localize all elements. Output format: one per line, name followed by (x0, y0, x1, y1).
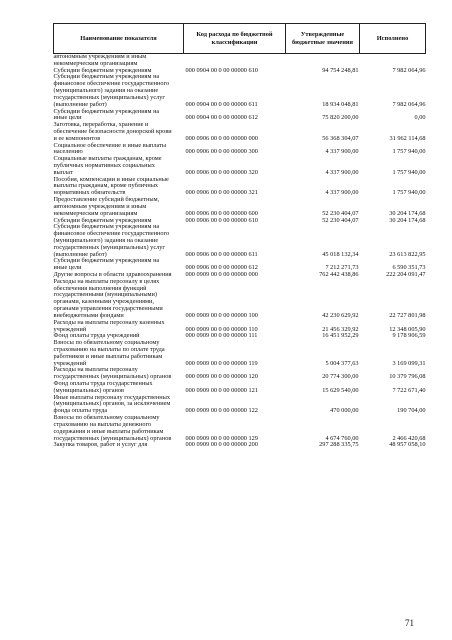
page-number: 71 (405, 618, 414, 628)
row-approved-cell: 21 456 329,92 (322, 325, 359, 333)
row-name-line: Фонд оплаты труда учреждений (53, 332, 140, 340)
header-indicator-name: Наименование показателя (54, 24, 184, 54)
table-row (54, 143, 426, 157)
row-executed-cell: 6 590 351,73 (392, 264, 426, 272)
row-code-cell: 000 0906 00 0 00 00000 000 (185, 134, 258, 142)
row-code-cell: 000 0906 00 0 00 00000 611 (185, 250, 258, 258)
row-code-cell: 000 0906 00 0 00 00000 321 (185, 189, 258, 197)
row-executed-cell: 23 613 822,95 (389, 250, 426, 258)
row-name-line: Заготовка, переработка, хранение и (53, 121, 149, 129)
header-executed: Исполнено (360, 24, 426, 54)
row-executed-cell: 1 757 940,00 (392, 189, 426, 197)
row-name-line: Субсидии бюджетным учреждениям на (53, 73, 160, 81)
row-executed-cell: 22 727 801,98 (389, 311, 426, 319)
row-executed-cell: 1 757 940,00 (392, 148, 426, 156)
row-name-line: органами, казенными учреждениями, (53, 298, 154, 306)
row-code-cell: 000 0909 00 0 00 00000 200 (185, 442, 258, 449)
row-name-line: Пособия, компенсации и иные социальные (53, 175, 169, 183)
header-classification-code: Код расхода по бюджетной классификации (184, 24, 286, 54)
table-row (54, 395, 426, 415)
row-name-cell (54, 442, 184, 449)
row-name-line: (муниципального) задания на оказание (53, 87, 159, 95)
row-name-line: Расходы на выплаты персоналу (53, 366, 138, 374)
row-name-line: Субсидии бюджетным учреждениям (53, 66, 152, 74)
row-name-line: государственных (муниципальных) органов (53, 373, 172, 381)
row-name-cell (54, 258, 184, 272)
row-approved-cell: 52 230 404,07 (322, 217, 359, 224)
row-approved-cell: 20 774 300,00 (322, 373, 359, 381)
row-name-line: страхованию на выплаты по оплате труда (53, 345, 165, 353)
table-row (54, 320, 426, 334)
row-code-cell: 000 0906 00 0 00 00000 320 (185, 168, 258, 176)
row-name-line: некоммерческим организациям (53, 59, 138, 67)
row-name-line: Предоставление субсидий бюджетным, (53, 196, 160, 204)
row-executed-cell: 190 704,00 (397, 407, 426, 415)
row-executed-cell: 7 982 064,96 (392, 67, 426, 74)
row-name-line: финансовое обеспечение государственного (53, 80, 170, 88)
row-executed-cell: 2 466 420,68 (392, 434, 426, 442)
row-name-line: и ее компонентов (53, 134, 101, 142)
row-approved-cell: 762 442 438,86 (319, 272, 359, 278)
row-name-line: выплат (53, 168, 73, 176)
row-code-cell: 000 0909 00 0 00 00000 111 (185, 333, 258, 340)
row-name-line: Взносы по обязательному социальному (53, 339, 160, 347)
row-name-line: иные цели (53, 264, 82, 272)
row-name-line: населению (53, 148, 83, 156)
row-name-cell (54, 197, 184, 217)
row-approved-cell: 470 000,00 (330, 407, 359, 415)
row-name-line: государственными (муниципальными) (53, 291, 158, 299)
row-approved-cell: 52 230 404,07 (322, 209, 359, 217)
row-executed-cell: 3 169 099,31 (392, 359, 426, 367)
row-executed-cell: 7 982 064,96 (392, 100, 426, 108)
row-executed-cell (360, 54, 426, 68)
row-name-line: органами управления государственными (53, 305, 163, 313)
row-name-line: Субсидии бюджетным учреждениям на (53, 223, 160, 231)
row-name-line: содержания и иные выплаты работникам (53, 427, 164, 435)
table-row (54, 415, 426, 442)
row-name-line: иные цели (53, 114, 82, 122)
row-executed-cell: 30 204 174,68 (389, 217, 426, 224)
row-approved-cell: 5 004 377,63 (325, 359, 359, 367)
row-approved-cell: 4 337 900,00 (325, 148, 359, 156)
row-name-cell (54, 177, 184, 197)
row-name-line: выплаты гражданам, кроме публичных (53, 182, 159, 190)
row-name-cell (54, 367, 184, 381)
row-approved-cell: 42 230 629,92 (322, 311, 359, 319)
table-row (54, 54, 426, 68)
table-row (54, 340, 426, 367)
table-row (54, 109, 426, 123)
row-code-cell: 000 0909 00 0 00 00000 120 (185, 373, 258, 381)
row-name-cell (54, 395, 184, 415)
row-executed-cell: 0,00 (414, 114, 426, 122)
row-name-line: страхованию на выплаты денежного (53, 420, 152, 428)
row-code-cell: 000 0909 00 0 00 00000 119 (185, 359, 258, 367)
row-name-line: некоммерческим организациям (53, 209, 138, 217)
row-approved-cell: 18 934 048,81 (322, 100, 359, 108)
row-name-line: (выполнение работ) (53, 100, 107, 108)
row-executed-cell: 31 962 114,68 (389, 134, 426, 142)
row-name-line: Фонд оплаты труда государственных (53, 380, 153, 387)
table-row (54, 381, 426, 395)
row-code-cell (184, 54, 286, 68)
row-name-cell (54, 320, 184, 334)
row-code-cell: 000 0909 00 0 00 00000 129 (185, 434, 258, 442)
row-name-cell (54, 224, 184, 258)
row-code-cell: 000 0909 00 0 00 00000 110 (185, 325, 258, 333)
row-name-line: публичных нормативных социальных (53, 162, 155, 169)
row-name-line: государственных (муниципальных) услуг (53, 93, 165, 101)
table-row (54, 197, 426, 217)
row-name-line: Иные выплаты персоналу государственных (53, 393, 171, 401)
row-name-line: внебюджетными фондами (53, 311, 124, 319)
row-name-line: (муниципального) задания на оказание (53, 236, 159, 244)
row-name-cell (54, 279, 184, 320)
row-approved-cell: 4 674 760,00 (325, 434, 359, 442)
row-name-line: Субсидии бюджетным учреждениям на (53, 257, 160, 265)
row-approved-cell: 297 288 335,75 (319, 442, 359, 449)
row-name-line: фонда оплаты труда (53, 407, 108, 415)
row-name-line: Социальное обеспечение и иные выплаты (53, 141, 167, 149)
row-name-line: автономным учреждениям и иным (53, 53, 147, 60)
row-approved-cell: 15 629 540,00 (322, 386, 359, 394)
row-name-cell (54, 415, 184, 442)
row-name-line: государственных (муниципальных) органов (53, 434, 172, 442)
row-code-cell: 000 0909 00 0 00 00000 122 (185, 407, 258, 415)
row-approved-cell: 7 212 271,73 (325, 264, 359, 272)
row-name-line: Закупка товаров, работ и услуг для (53, 441, 148, 449)
table-row (54, 122, 426, 142)
table-row (54, 74, 426, 108)
row-name-line: работников и иные выплаты работникам (53, 352, 163, 360)
row-code-cell: 000 0904 00 0 00 00000 612 (185, 114, 258, 122)
row-approved-cell: 16 451 952,29 (322, 333, 359, 340)
table-header-row (54, 24, 426, 54)
table-row (54, 279, 426, 320)
row-executed-cell: 9 178 906,59 (392, 333, 426, 340)
row-approved-cell: 56 368 304,07 (322, 134, 359, 142)
row-name-cell (54, 74, 184, 108)
table-row (54, 367, 426, 381)
row-code-cell: 000 0906 00 0 00 00000 612 (185, 264, 258, 272)
row-name-line: учреждений (53, 325, 87, 333)
row-executed-cell: 7 722 671,40 (392, 386, 426, 394)
row-approved-cell: 45 018 132,34 (322, 250, 359, 258)
row-name-line: (выполнение работ) (53, 250, 107, 258)
row-code-cell: 000 0909 00 0 00 00000 100 (185, 311, 258, 319)
table-row (54, 177, 426, 197)
row-approved-cell: 4 337 900,00 (325, 168, 359, 176)
row-name-cell (54, 109, 184, 123)
row-approved-cell: 4 337 900,00 (325, 189, 359, 197)
table-row (54, 258, 426, 272)
row-code-cell: 000 0906 00 0 00 00000 610 (185, 217, 258, 224)
row-approved-cell (286, 54, 360, 68)
row-name-cell (54, 381, 184, 395)
row-executed-cell: 222 204 091,47 (386, 272, 426, 278)
row-name-line: автономным учреждениям и иным (53, 202, 147, 210)
row-name-cell (54, 54, 184, 68)
row-executed-cell: 10 379 796,08 (389, 373, 426, 381)
table-row (54, 224, 426, 258)
table-row (54, 156, 426, 176)
row-executed-cell: 1 757 940,00 (392, 168, 426, 176)
row-name-cell (54, 340, 184, 367)
row-code-cell: 000 0906 00 0 00 00000 300 (185, 148, 258, 156)
row-name-line: нормативных обязательств (53, 189, 126, 197)
row-approved-cell: 94 754 248,81 (322, 67, 359, 74)
row-name-cell (54, 143, 184, 157)
row-code-cell: 000 0904 00 0 00 00000 610 (185, 67, 258, 74)
row-name-line: Расходы на выплаты персоналу в целях (53, 277, 160, 285)
row-code-cell: 000 0909 00 0 00 00000 000 (185, 272, 258, 278)
row-code-cell: 000 0906 00 0 00 00000 600 (185, 209, 258, 217)
row-name-cell (54, 156, 184, 176)
row-name-line: Другие вопросы в области здравоохранения (53, 271, 172, 278)
row-executed-cell: 12 348 005,90 (389, 325, 426, 333)
row-name-line: Субсидии бюджетным учреждениям (53, 216, 152, 224)
table-body (54, 54, 426, 450)
row-name-cell (54, 122, 184, 142)
row-name-line: учреждений (53, 359, 87, 367)
row-executed-cell: 30 204 174,68 (389, 209, 426, 217)
row-code-cell: 000 0904 00 0 00 00000 611 (185, 100, 258, 108)
row-name-line: Расходы на выплаты персоналу казенных (53, 318, 165, 326)
row-name-line: Взносы по обязательному социальному (53, 414, 160, 422)
row-name-line: обеспечение безопасности донорской крови (53, 127, 172, 135)
row-name-line: Социальные выплаты гражданам, кроме (53, 155, 162, 163)
row-name-line: обеспечения выполнения функций (53, 284, 147, 292)
row-name-line: финансовое обеспечение государственного (53, 230, 170, 238)
budget-execution-table (53, 23, 426, 449)
row-name-line: (муниципальных) органов (53, 386, 125, 394)
row-name-line: Субсидии бюджетным учреждениям на (53, 107, 160, 115)
row-approved-cell: 75 820 200,00 (322, 114, 359, 122)
row-name-line: государственных (муниципальных) услуг (53, 243, 165, 251)
row-executed-cell: 48 957 058,10 (389, 442, 426, 449)
header-approved-values: Утвержденные бюджетные значения (286, 24, 360, 54)
row-code-cell: 000 0909 00 0 00 00000 121 (185, 386, 258, 394)
row-name-line: (муниципальных) органов, за исключением (53, 400, 171, 408)
table-row (54, 442, 426, 449)
